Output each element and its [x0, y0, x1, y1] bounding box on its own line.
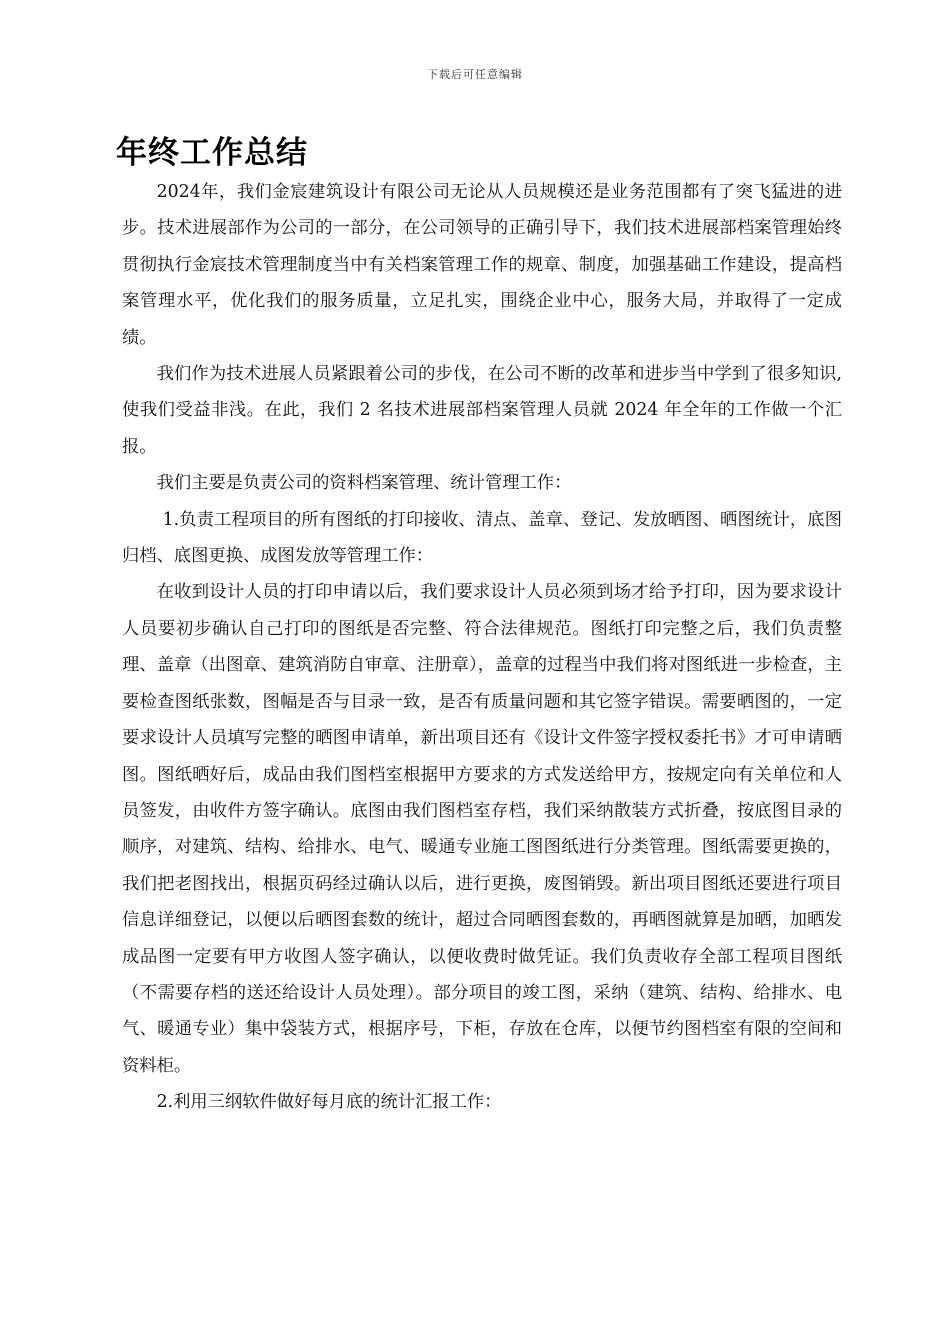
paragraph-item-2: 2.利用三纲软件做好每月底的统计汇报工作：: [156, 1092, 502, 1113]
paragraph-intro: 2024年，我们金宸建筑设计有限公司无论从人员规模还是业务范围都有了突飞猛进的进步。技术进展部作为公司的一部分，在公司领导的正确引导下，我们技术进展部档案管理始终贯彻执行金宸技术管理制度当中有关档案管理工作的规章、制度，加强基础工作建设，提高档案管理水平，优化我们的服务质量，立足扎实，围绕企业中心，服务大局，并取得了一定成绩。: [122, 182, 842, 348]
page-header-note: 下载后可任意编辑: [427, 68, 523, 81]
paragraph-item-1: 1.负责工程项目的所有图纸的打印接收、清点、盖章、登记、发放晒图、晒图统计，底图归档、底图更换、成图发放等管理工作：: [122, 509, 842, 567]
document-body: [122, 174, 842, 1121]
document-title: 年终工作总结: [116, 135, 308, 171]
paragraph-team: 我们作为技术进展人员紧跟着公司的步伐，在公司不断的改革和进步当中学到了很多知识,使我们受益非浅。在此，我们 2 名技术进展部档案管理人员就 2024 年全年的工作做一个汇报。: [122, 364, 842, 457]
paragraph-drawing-management: 在收到设计人员的打印申请以后，我们要求设计人员必须到场才给予打印，因为要求设计人员要初步确认自己打印的图纸是否完整、符合法律规范。图纸打印完整之后，我们负责整理、盖章（出图章、建筑消防自审章、注册章），盖章的过程当中我们将对图纸进一步检查，主要检查图纸张数，图幅是否与目录一致，是否有质量问题和其它签字错误。需要晒图的，一定要求设计人员填写完整的晒图申请单，新出项目还有《设计文件签字授权委托书》才可申请晒图。图纸晒好后，成品由我们图档室根据甲方要求的方式发送给甲方，按规定向有关单位和人员签发，由收件方签字确认。底图由我们图档室存档，我们采纳散装方式折叠，按底图目录的顺序，对建筑、结构、给排水、电气、暖通专业施工图图纸进行分类管理。图纸需要更换的，我们把老图找出，根据页码经过确认以后，进行更换，废图销毁。新出项目图纸还要进行项目信息详细登记，以便以后晒图套数的统计，超过合同晒图套数的，再晒图就算是加晒，加晒发成品图一定要有甲方收图人签字确认，以便收费时做凭证。我们负责收存全部工程项目图纸（不需要存档的送还给设计人员处理）。部分项目的竣工图，采纳（建筑、结构、给排水、电气、暖通专业）集中袋装方式，根据序号，下柜，存放在仓库，以便节约图档室有限的空间和资料柜。: [122, 582, 842, 1076]
paragraph-responsibilities: 我们主要是负责公司的资料档案管理、统计管理工作：: [156, 473, 572, 494]
